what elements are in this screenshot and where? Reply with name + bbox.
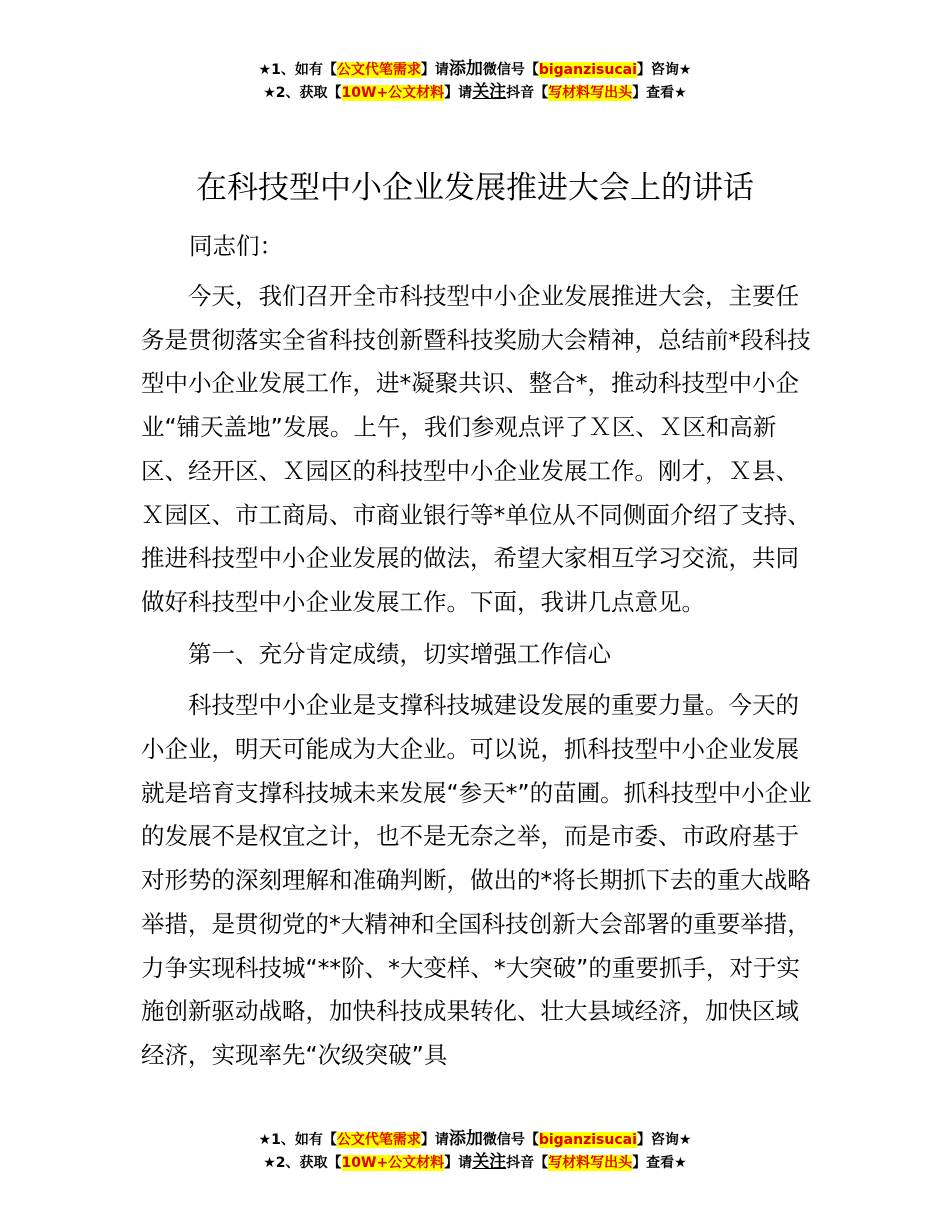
document-title: 在科技型中小企业发展推进大会上的讲话 xyxy=(196,170,754,206)
banner-highlight: 10W+公文材料 xyxy=(341,85,445,101)
banner-highlight: 写材料写出头 xyxy=(548,1155,633,1171)
banner-text: 】请 xyxy=(420,62,449,78)
section-heading-1: 第一、充分肯定成绩，切实增强工作信心 xyxy=(188,639,611,668)
paragraph-intro: 今天，我们召开全市科技型中小企业发展推进大会，主要任务是贯彻落实全省科技创新暨科技奖励大会精神，总结前*段科技型中小企业发展工作，进*凝聚共识、整合*，推动科技型中小企业“铺天盖地”发展。上午，我们参观点评了Ｘ区、Ｘ区和高新区、经开区、Ｘ园区的科技型中小企业发展工作。刚才，Ｘ县、Ｘ园区、市工商局、市商业银行等*单位从不同侧面介绍了支持、推进科技型中小企业发展的做法，希望大家相互学习交流，共同做好科技型中小企业发展工作。下面，我讲几点意见。 xyxy=(141,282,811,616)
banner-highlight: 写材料写出头 xyxy=(548,85,633,101)
banner-line-1 xyxy=(0,1128,950,1151)
banner-emphasis: 添加 xyxy=(448,1129,483,1149)
footer-banner xyxy=(0,1128,950,1174)
banner-text: 】请 xyxy=(420,1132,449,1148)
salutation: 同志们： xyxy=(189,232,283,260)
banner-text: 微信号【 xyxy=(482,1132,539,1148)
banner-text: 】查看★ xyxy=(632,85,687,101)
banner-emphasis: 添加 xyxy=(448,59,483,79)
banner-text: 】请 xyxy=(444,1155,473,1171)
banner-text: 】咨询★ xyxy=(636,1132,692,1148)
banner-line-2 xyxy=(0,81,950,104)
banner-text: ★1、如有【 xyxy=(258,1132,337,1148)
banner-text: 】查看★ xyxy=(632,1155,687,1171)
banner-highlight: 公文代笔需求 xyxy=(336,62,421,78)
banner-emphasis: 关注 xyxy=(472,1152,507,1172)
paragraph-section-1: 科技型中小企业是支撑科技城建设发展的重要力量。今天的小企业，明天可能成为大企业。可以说，抓科技型中小企业发展就是培育支撑科技城未来发展“参天*”的苗圃。抓科技型中小企业的发展不是权宜之计，也不是无奈之举，而是市委、市政府基于对形势的深刻理解和准确判断，做出的*将长期抓下去的重大战略举措，是贯彻党的*大精神和全国科技创新大会部署的重要举措，力争实现科技城“**阶、*大变样、*大突破”的重要抓手，对于实施创新驱动战略，加快科技成果转化、壮大县域经济，加快区域经济，实现率先“次级突破”具 xyxy=(141,691,812,1069)
banner-highlight: 公文代笔需求 xyxy=(336,1132,421,1148)
banner-text: 】请 xyxy=(444,85,473,101)
banner-text: ★1、如有【 xyxy=(258,62,337,78)
banner-text: 抖音【 xyxy=(506,1155,549,1171)
banner-emphasis: 关注 xyxy=(472,82,507,102)
banner-line-2 xyxy=(0,1151,950,1174)
document-body xyxy=(141,275,813,1078)
banner-highlight: 10W+公文材料 xyxy=(341,1155,445,1171)
banner-text: 微信号【 xyxy=(482,62,539,78)
banner-text: 抖音【 xyxy=(506,85,549,101)
banner-highlight: biganzisucai xyxy=(538,62,637,78)
banner-highlight: biganzisucai xyxy=(538,1132,637,1148)
banner-text: 】咨询★ xyxy=(636,62,692,78)
banner-line-1 xyxy=(0,58,950,81)
banner-text: ★2、获取【 xyxy=(263,1155,342,1171)
banner-text: ★2、获取【 xyxy=(263,85,342,101)
header-banner xyxy=(0,58,950,104)
